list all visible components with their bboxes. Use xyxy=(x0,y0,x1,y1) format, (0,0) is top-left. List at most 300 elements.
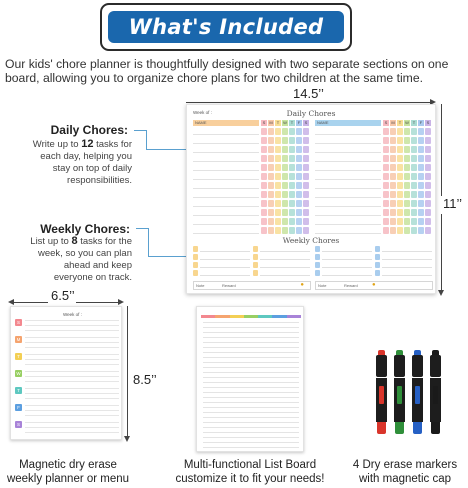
list-line xyxy=(203,417,299,418)
check-cell xyxy=(411,227,417,234)
list-line xyxy=(203,402,299,403)
weekly-checkbox xyxy=(375,246,380,252)
day-header: S xyxy=(262,120,266,125)
check-cell xyxy=(397,227,403,234)
check-cell xyxy=(397,146,403,153)
arrow-down-icon xyxy=(124,436,130,442)
planner-line xyxy=(25,330,119,331)
check-cell xyxy=(303,164,309,171)
weekly-checkbox xyxy=(253,254,258,260)
check-cell xyxy=(390,200,396,207)
check-cell xyxy=(418,146,424,153)
header-banner xyxy=(100,3,352,51)
check-cell xyxy=(282,218,288,225)
day-badge: M xyxy=(16,337,21,342)
check-cell xyxy=(268,164,274,171)
check-cell xyxy=(418,200,424,207)
check-cell xyxy=(282,155,288,162)
day-header: T xyxy=(276,120,280,125)
weekly-checkbox xyxy=(375,254,380,260)
list-line xyxy=(203,397,299,398)
day-badge: S xyxy=(16,422,20,427)
check-cell xyxy=(289,227,295,234)
check-cell xyxy=(418,137,424,144)
weekly-checkbox xyxy=(375,262,380,268)
marker-label xyxy=(379,386,384,404)
check-cell xyxy=(397,155,403,162)
check-cell xyxy=(282,146,288,153)
check-cell xyxy=(425,218,431,225)
check-cell xyxy=(418,209,424,216)
check-cell xyxy=(296,218,302,225)
list-line xyxy=(203,332,299,333)
check-cell xyxy=(425,155,431,162)
planner-line xyxy=(25,342,119,343)
check-cell xyxy=(275,209,281,216)
check-cell xyxy=(425,191,431,198)
table-row xyxy=(315,182,381,189)
list-line xyxy=(203,327,299,328)
list-line xyxy=(203,362,299,363)
check-cell xyxy=(275,164,281,171)
check-cell xyxy=(425,128,431,135)
check-cell xyxy=(404,200,410,207)
check-cell xyxy=(282,227,288,234)
planner-line xyxy=(25,415,119,416)
check-cell xyxy=(404,128,410,135)
check-cell xyxy=(418,182,424,189)
check-cell xyxy=(296,155,302,162)
check-cell xyxy=(268,128,274,135)
check-cell xyxy=(303,182,309,189)
marker-cap xyxy=(412,355,423,377)
table-row xyxy=(193,155,259,162)
planner-line xyxy=(25,354,119,355)
table-row xyxy=(193,173,259,180)
check-cell xyxy=(261,191,267,198)
check-cell xyxy=(425,182,431,189)
check-cell xyxy=(397,182,403,189)
check-cell xyxy=(411,173,417,180)
check-cell xyxy=(390,146,396,153)
day-badge: T xyxy=(15,387,22,394)
list-line xyxy=(203,422,299,423)
check-cell xyxy=(275,137,281,144)
list-line xyxy=(203,342,299,343)
check-cell xyxy=(404,146,410,153)
check-cell xyxy=(383,182,389,189)
planner-line xyxy=(25,325,119,326)
week-of-label: Week of : xyxy=(63,312,82,317)
check-cell xyxy=(268,200,274,207)
daily-chores-description: Write up to 12 tasks for each day, helping you stay on top of daily responsibilities. xyxy=(32,138,132,186)
check-cell xyxy=(303,128,309,135)
check-cell xyxy=(390,191,396,198)
check-cell xyxy=(425,209,431,216)
marker-end xyxy=(395,422,404,434)
table-row xyxy=(315,191,381,198)
check-cell xyxy=(390,173,396,180)
check-cell xyxy=(390,155,396,162)
check-cell xyxy=(404,218,410,225)
chore-board xyxy=(186,104,436,294)
table-row xyxy=(193,137,259,144)
name-header: NAME xyxy=(193,120,259,126)
check-cell xyxy=(411,146,417,153)
table-row xyxy=(315,218,381,225)
check-cell xyxy=(390,182,396,189)
weekly-line xyxy=(382,246,432,252)
check-cell xyxy=(425,137,431,144)
check-cell xyxy=(397,191,403,198)
weekly-checkbox xyxy=(315,262,320,268)
table-row xyxy=(315,155,381,162)
day-header: T xyxy=(412,120,416,125)
check-cell xyxy=(282,200,288,207)
check-cell xyxy=(404,227,410,234)
check-cell xyxy=(383,191,389,198)
weekly-checkbox xyxy=(193,262,198,268)
weekly-checkbox xyxy=(253,262,258,268)
weekly-chores-description: List up to 8 tasks for the week, so you can plan ahead and keep everyone on track. xyxy=(30,235,132,283)
check-cell xyxy=(418,191,424,198)
list-line xyxy=(203,337,299,338)
check-cell xyxy=(425,164,431,171)
planner-line xyxy=(25,337,119,338)
check-cell xyxy=(303,218,309,225)
check-cell xyxy=(418,218,424,225)
weekly-checkbox xyxy=(193,270,198,276)
marker-end xyxy=(431,422,440,434)
rainbow-segment xyxy=(230,315,244,318)
daily-pointer-line xyxy=(146,149,186,150)
check-cell xyxy=(282,128,288,135)
check-cell xyxy=(275,227,281,234)
planner-line xyxy=(25,405,119,406)
check-cell xyxy=(383,155,389,162)
check-cell xyxy=(289,191,295,198)
check-cell xyxy=(261,128,267,135)
check-cell xyxy=(261,173,267,180)
check-cell xyxy=(303,155,309,162)
check-cell xyxy=(275,173,281,180)
marker-label xyxy=(415,386,420,404)
weekly-checkbox xyxy=(193,254,198,260)
list-line xyxy=(203,367,299,368)
check-cell xyxy=(289,200,295,207)
rainbow-segment xyxy=(201,315,215,318)
check-cell xyxy=(397,137,403,144)
weekly-line xyxy=(322,262,372,268)
check-cell xyxy=(275,128,281,135)
check-cell xyxy=(282,173,288,180)
check-cell xyxy=(296,164,302,171)
planner-line xyxy=(25,432,119,433)
marker-cap xyxy=(376,355,387,377)
planner-line xyxy=(25,398,119,399)
check-cell xyxy=(275,191,281,198)
check-cell xyxy=(303,146,309,153)
list-line xyxy=(203,427,299,428)
week-of-label: Week of : xyxy=(193,110,212,115)
weekly-line xyxy=(260,262,310,268)
check-cell xyxy=(296,191,302,198)
list-board xyxy=(196,306,304,452)
check-cell xyxy=(261,182,267,189)
rainbow-segment xyxy=(287,315,301,318)
check-cell xyxy=(275,218,281,225)
weekly-line xyxy=(382,262,432,268)
list-line xyxy=(203,442,299,443)
table-row xyxy=(315,200,381,207)
table-row xyxy=(193,182,259,189)
day-header: W xyxy=(283,120,287,125)
check-cell xyxy=(404,137,410,144)
check-cell xyxy=(296,227,302,234)
day-header: W xyxy=(405,120,409,125)
check-cell xyxy=(425,146,431,153)
check-cell xyxy=(282,209,288,216)
check-cell xyxy=(296,146,302,153)
check-cell xyxy=(383,227,389,234)
day-header: F xyxy=(297,120,301,125)
planner-line xyxy=(25,376,119,377)
weekly-line xyxy=(200,270,250,276)
weekly-checkbox xyxy=(253,246,258,252)
check-cell xyxy=(289,173,295,180)
markers-caption: 4 Dry erase markers with magnetic cap xyxy=(352,459,458,485)
check-cell xyxy=(289,137,295,144)
day-header: M xyxy=(269,120,273,125)
arrow-down-icon xyxy=(438,290,444,296)
marker-label xyxy=(433,386,438,404)
check-cell xyxy=(404,209,410,216)
check-cell xyxy=(411,200,417,207)
rainbow-header-bar xyxy=(201,315,301,318)
check-cell xyxy=(411,155,417,162)
weekly-planner-board xyxy=(10,306,122,440)
list-line xyxy=(203,447,299,448)
check-cell xyxy=(275,200,281,207)
weekly-line xyxy=(260,246,310,252)
check-cell xyxy=(296,137,302,144)
check-cell xyxy=(303,209,309,216)
daily-chores-heading: Daily Chores xyxy=(286,109,336,118)
check-cell xyxy=(261,227,267,234)
weekly-chores-title: Weekly Chores: xyxy=(40,222,130,236)
check-cell xyxy=(425,173,431,180)
check-cell xyxy=(418,128,424,135)
planner-line xyxy=(25,347,119,348)
table-row xyxy=(315,173,381,180)
weekly-line xyxy=(260,254,310,260)
banner-fill xyxy=(108,11,344,43)
check-cell xyxy=(390,128,396,135)
table-row xyxy=(193,146,259,153)
list-line xyxy=(203,377,299,378)
note-reward-right: Note Reward ● xyxy=(315,281,433,290)
check-cell xyxy=(268,209,274,216)
table-row xyxy=(193,128,259,135)
check-cell xyxy=(268,191,274,198)
check-cell xyxy=(282,164,288,171)
list-board-caption: Multi-functional List Board customize it to fit your needs! xyxy=(175,459,325,485)
check-cell xyxy=(404,164,410,171)
check-cell xyxy=(383,137,389,144)
check-cell xyxy=(268,173,274,180)
board-width-label: 14.5’’ xyxy=(293,86,324,101)
check-cell xyxy=(383,200,389,207)
check-cell xyxy=(296,209,302,216)
weekly-line xyxy=(200,254,250,260)
list-line xyxy=(203,347,299,348)
list-line xyxy=(203,357,299,358)
planner-caption: Magnetic dry erase weekly planner or menu xyxy=(6,459,130,485)
marker-end xyxy=(377,422,386,434)
weekly-checkbox xyxy=(375,270,380,276)
table-row xyxy=(315,146,381,153)
weekly-checkbox xyxy=(315,270,320,276)
check-cell xyxy=(411,191,417,198)
day-badge: F xyxy=(15,404,22,411)
name-header: NAME xyxy=(315,120,381,126)
check-cell xyxy=(289,155,295,162)
check-cell xyxy=(289,164,295,171)
day-header: F xyxy=(419,120,423,125)
table-row xyxy=(315,164,381,171)
table-row xyxy=(315,227,381,234)
check-cell xyxy=(397,200,403,207)
check-cell xyxy=(275,182,281,189)
check-cell xyxy=(411,182,417,189)
weekly-chores-heading: Weekly Chores xyxy=(282,236,340,245)
weekly-line xyxy=(322,270,372,276)
check-cell xyxy=(282,137,288,144)
check-cell xyxy=(383,146,389,153)
check-cell xyxy=(268,155,274,162)
marker-end xyxy=(413,422,422,434)
planner-line xyxy=(25,320,119,321)
check-cell xyxy=(425,227,431,234)
weekly-line xyxy=(200,262,250,268)
check-cell xyxy=(261,155,267,162)
check-cell xyxy=(397,218,403,225)
width-dimension-line xyxy=(186,102,434,103)
check-cell xyxy=(303,173,309,180)
small-height-line xyxy=(127,306,128,440)
table-row xyxy=(315,128,381,135)
check-cell xyxy=(383,128,389,135)
check-cell xyxy=(397,164,403,171)
check-cell xyxy=(268,146,274,153)
planner-line xyxy=(25,427,119,428)
check-cell xyxy=(261,218,267,225)
check-cell xyxy=(261,146,267,153)
check-cell xyxy=(425,200,431,207)
weekly-line xyxy=(322,254,372,260)
check-cell xyxy=(296,128,302,135)
planner-line xyxy=(25,422,119,423)
check-cell xyxy=(383,218,389,225)
table-row xyxy=(193,218,259,225)
check-cell xyxy=(411,209,417,216)
check-cell xyxy=(268,182,274,189)
check-cell xyxy=(261,164,267,171)
check-cell xyxy=(296,182,302,189)
check-cell xyxy=(275,146,281,153)
day-header: M xyxy=(391,120,395,125)
list-line xyxy=(203,352,299,353)
check-cell xyxy=(261,209,267,216)
table-row xyxy=(193,164,259,171)
check-cell xyxy=(289,128,295,135)
planner-line xyxy=(25,381,119,382)
check-cell xyxy=(397,128,403,135)
rainbow-segment xyxy=(215,315,229,318)
check-cell xyxy=(418,173,424,180)
weekly-line xyxy=(382,254,432,260)
note-reward-left: Note Reward ● xyxy=(193,281,311,290)
planner-line xyxy=(25,359,119,360)
day-badge: W xyxy=(16,371,21,376)
banner-title: What's Included xyxy=(128,15,324,39)
check-cell xyxy=(383,209,389,216)
check-cell xyxy=(296,173,302,180)
table-row xyxy=(315,137,381,144)
rainbow-segment xyxy=(258,315,272,318)
table-row xyxy=(193,227,259,234)
check-cell xyxy=(289,146,295,153)
day-header: S xyxy=(304,120,308,125)
check-cell xyxy=(275,155,281,162)
weekly-checkbox xyxy=(315,254,320,260)
check-cell xyxy=(411,137,417,144)
check-cell xyxy=(289,218,295,225)
check-cell xyxy=(268,137,274,144)
day-header: S xyxy=(384,120,388,125)
weekly-checkbox xyxy=(315,246,320,252)
check-cell xyxy=(390,218,396,225)
check-cell xyxy=(418,155,424,162)
weekly-line xyxy=(382,270,432,276)
bee-icon: ● xyxy=(372,282,376,288)
list-line xyxy=(203,372,299,373)
table-row xyxy=(315,209,381,216)
weekly-line xyxy=(200,246,250,252)
planner-line xyxy=(25,364,119,365)
list-line xyxy=(203,407,299,408)
table-row xyxy=(193,191,259,198)
check-cell xyxy=(303,200,309,207)
check-cell xyxy=(411,128,417,135)
rainbow-segment xyxy=(272,315,286,318)
check-cell xyxy=(404,155,410,162)
list-line xyxy=(203,382,299,383)
check-cell xyxy=(383,164,389,171)
day-badge: T xyxy=(15,353,22,360)
planner-line xyxy=(25,393,119,394)
check-cell xyxy=(261,137,267,144)
marker-label xyxy=(397,386,402,404)
check-cell xyxy=(404,191,410,198)
check-cell xyxy=(418,227,424,234)
bee-icon: ● xyxy=(300,282,304,288)
list-line xyxy=(203,437,299,438)
list-line xyxy=(203,412,299,413)
check-cell xyxy=(282,182,288,189)
check-cell xyxy=(390,164,396,171)
table-row xyxy=(193,209,259,216)
